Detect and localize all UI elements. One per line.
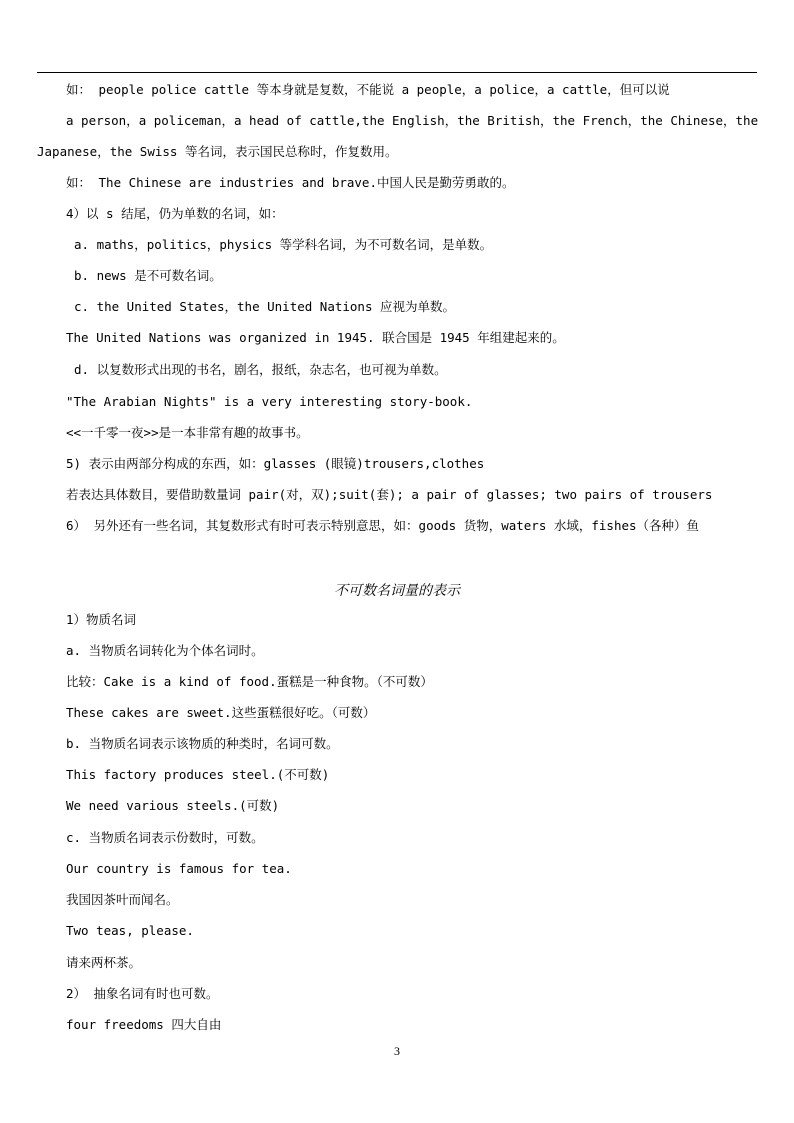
text-line: Two teas, please.: [66, 923, 194, 938]
text-line: 5) 表示由两部分构成的东西，如：glasses (眼镜)trousers,clothes: [66, 456, 485, 471]
text-line: <<一千零一夜>>是一本非常有趣的故事书。: [66, 425, 309, 440]
text-line: 若表达具体数目，要借助数量词 pair(对，双);suit(套); a pair of glasses; two pairs of trousers: [66, 487, 713, 502]
page-number: 3: [394, 1044, 400, 1058]
text-line: This factory produces steel.(不可数): [66, 767, 330, 782]
text-line: Our country is famous for tea.: [66, 861, 292, 876]
text-line: These cakes are sweet.这些蛋糕很好吃。（可数）: [66, 705, 376, 720]
section-heading: 不可数名词量的表示: [334, 583, 460, 599]
header-rule: [37, 72, 757, 73]
text-line: 2） 抽象名词有时也可数。: [66, 986, 219, 1001]
text-line: c. 当物质名词表示份数时，可数。: [66, 830, 264, 845]
text-line: 如： people police cattle 等本身就是复数，不能说 a people，a police，a cattle，但可以说: [66, 82, 670, 97]
text-line: a person，a policeman，a head of cattle,the English，the British，the French，the Chinese，the: [66, 113, 759, 128]
text-line: 6） 另外还有一些名词，其复数形式有时可表示特别意思，如：goods 货物，waters 水域，fishes（各种）鱼: [66, 518, 700, 533]
text-line: four freedoms 四大自由: [66, 1017, 222, 1032]
text-line: 请来两杯茶。: [66, 955, 142, 970]
text-line: c. the United States，the United Nations 应视为单数。: [74, 299, 456, 314]
text-line: "The Arabian Nights" is a very interesting story-book.: [66, 394, 473, 409]
text-line: 4）以 s 结尾，仍为单数的名词，如：: [66, 206, 284, 221]
text-line: d. 以复数形式出现的书名，剧名，报纸，杂志名，也可视为单数。: [74, 362, 447, 377]
text-line: b. 当物质名词表示该物质的种类时，名词可数。: [66, 736, 339, 751]
text-line: b. news 是不可数名词。: [74, 268, 222, 283]
text-line: 比较：Cake is a kind of food.蛋糕是一种食物。（不可数）: [66, 674, 433, 689]
text-line: 1）物质名词: [66, 612, 137, 627]
text-line: 如： The Chinese are industries and brave.中国人民是勤劳勇敢的。: [66, 175, 515, 190]
text-line: We need various steels.(可数): [66, 798, 280, 813]
text-line: The United Nations was organized in 1945. 联合国是 1945 年组建起来的。: [66, 330, 565, 345]
text-line: Japanese，the Swiss 等名词，表示国民总称时，作复数用。: [37, 144, 398, 159]
text-line: a. maths，politics，physics 等学科名词，为不可数名词，是单数。: [74, 237, 493, 252]
text-line: a. 当物质名词转化为个体名词时。: [66, 643, 264, 658]
text-line: 我国因茶叶而闻名。: [66, 892, 179, 907]
